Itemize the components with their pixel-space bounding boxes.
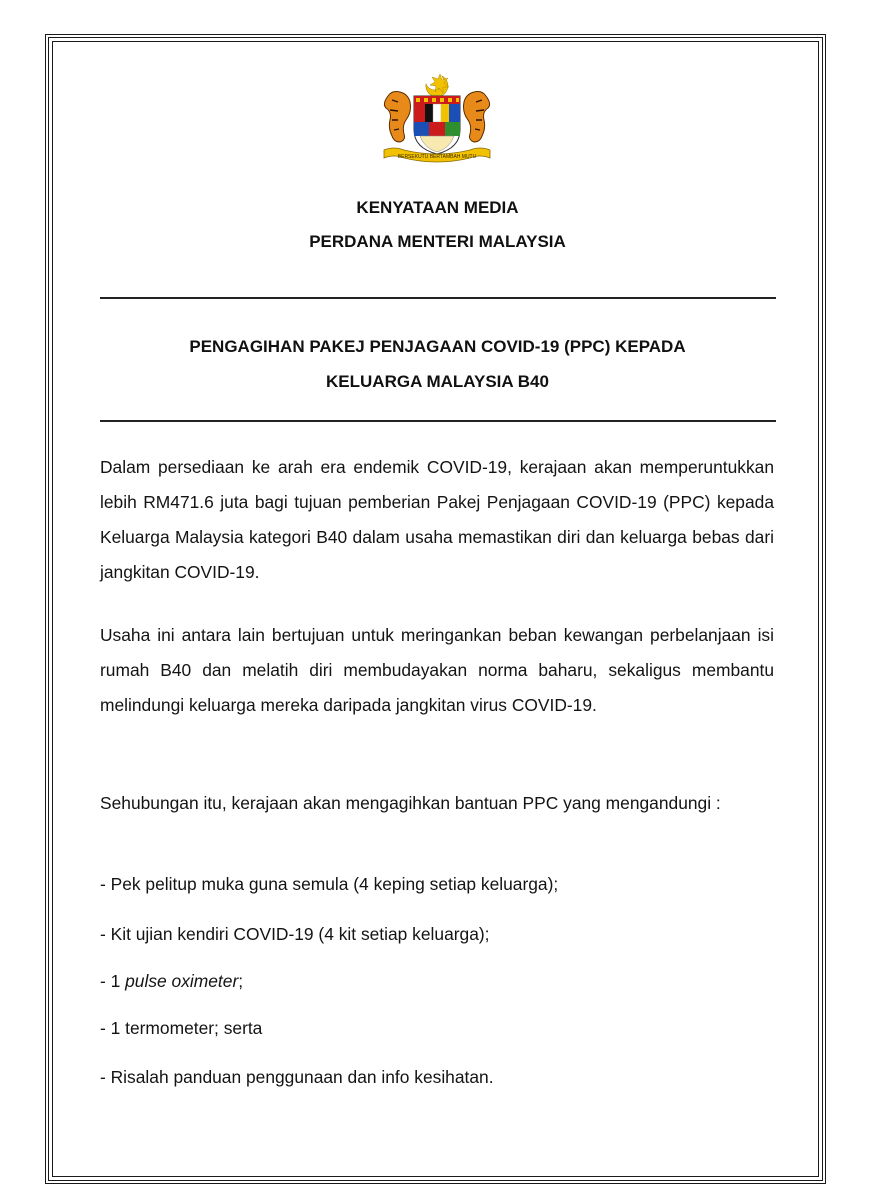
- body-paragraph-2: Usaha ini antara lain bertujuan untuk meringankan beban kewangan perbelanjaan isi rumah B40 dan melatih diri membudayakan norma baharu, sekaligus membantu melindungi keluarga mereka daripada jangkitan virus COVID-19.: [100, 625, 774, 715]
- body-paragraph-1: Dalam persediaan ke arah era endemik COVID-19, kerajaan akan memperuntukkan lebih RM471.6 juta bagi tujuan pemberian Pakej Penjagaan COVID-19 (PPC) kepada Keluarga Malaysia kategori B40 dalam usaha memastikan diri dan keluarga bebas dari jangkitan COVID-19.: [100, 457, 774, 582]
- list-item-prefix: - 1: [100, 971, 126, 991]
- svg-text:BERSEKUTU BERTAMBAH MUTU: BERSEKUTU BERTAMBAH MUTU: [397, 154, 477, 160]
- media-statement-heading: KENYATAAN MEDIA: [356, 198, 519, 217]
- body-paragraph-3: Sehubungan itu, kerajaan akan mengagihkan bantuan PPC yang mengandungi :: [100, 793, 721, 813]
- prime-minister-heading: PERDANA MENTERI MALAYSIA: [309, 232, 566, 251]
- subject-line-2: KELUARGA MALAYSIA B40: [326, 372, 549, 391]
- list-item: [100, 971, 243, 992]
- subject-line-1: PENGAGIHAN PAKEJ PENJAGAAN COVID-19 (PPC) KEPADA: [189, 337, 686, 356]
- list-item: - Pek pelitup muka guna semula (4 keping setiap keluarga);: [100, 874, 559, 894]
- list-item-italic-term: pulse oximeter: [125, 971, 239, 991]
- divider-bottom: [100, 420, 776, 422]
- list-item: - Kit ujian kendiri COVID-19 (4 kit setiap keluarga);: [100, 924, 490, 944]
- list-item: - 1 termometer; serta: [100, 1018, 263, 1038]
- list-item-suffix: ;: [238, 971, 244, 991]
- list-item: - Risalah panduan penggunaan dan info kesihatan.: [100, 1067, 494, 1087]
- divider-top: [100, 297, 776, 299]
- malaysia-coat-of-arms-icon: [374, 70, 500, 170]
